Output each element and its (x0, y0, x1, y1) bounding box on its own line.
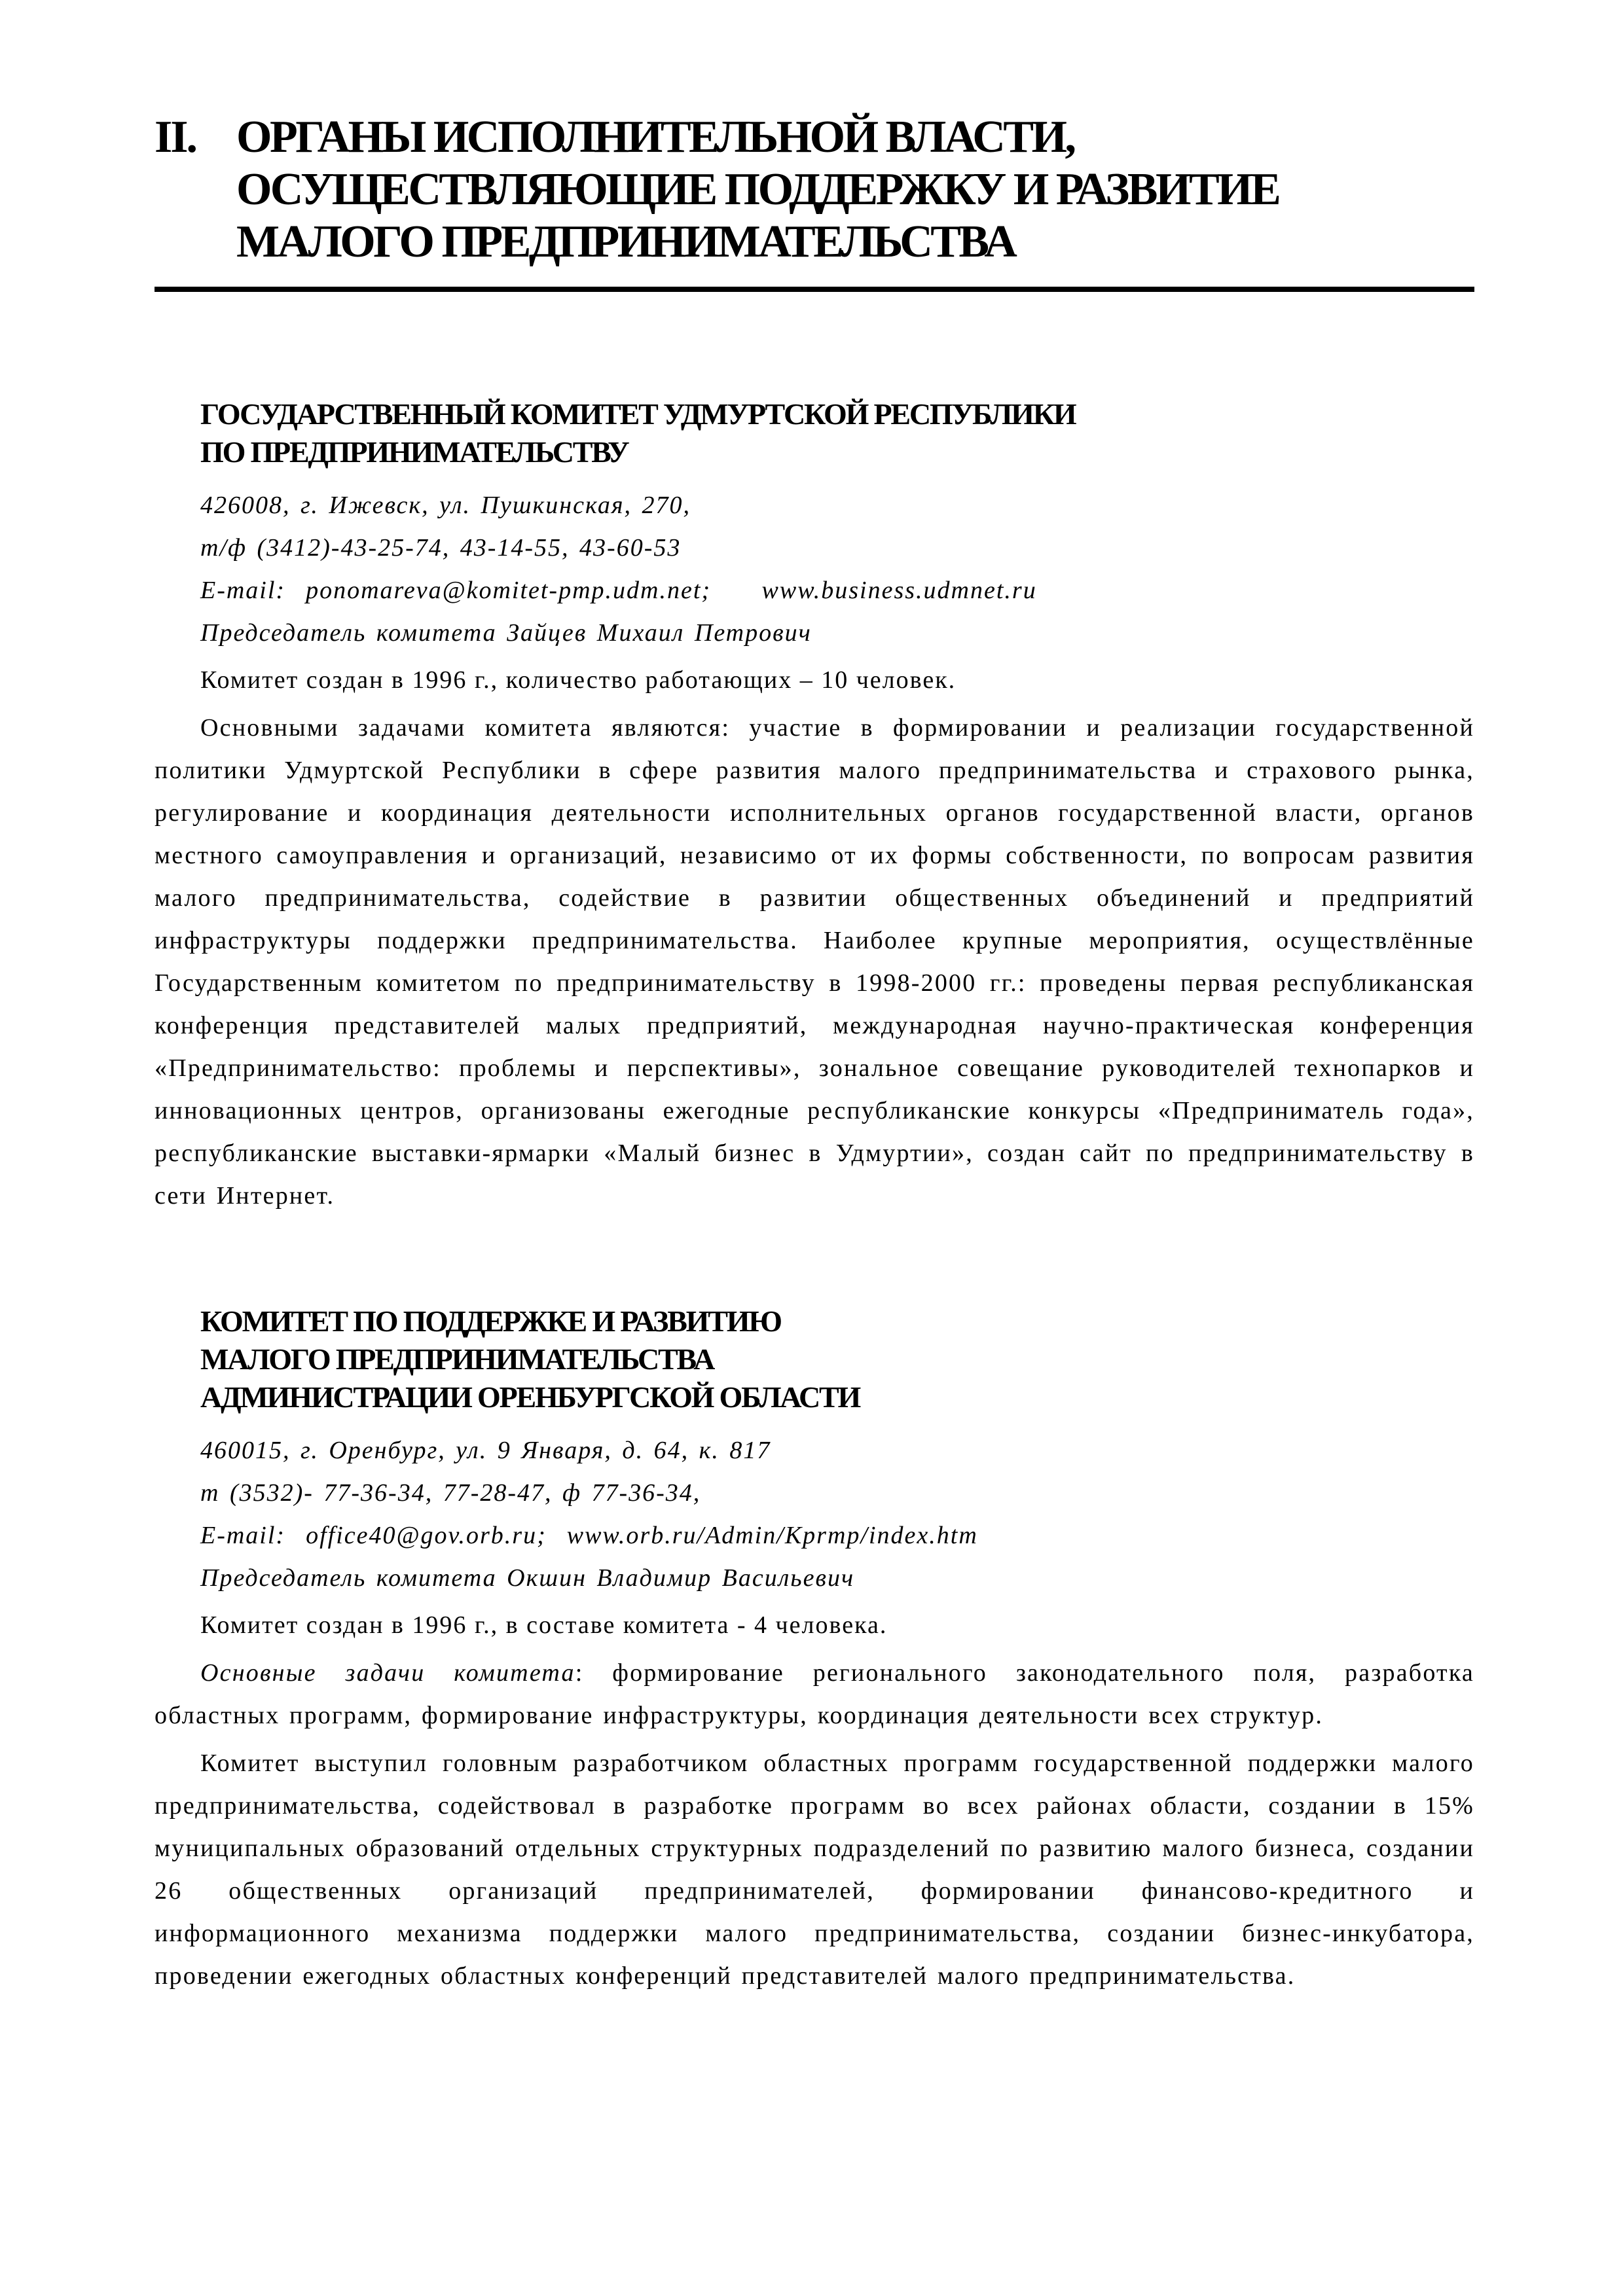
chapter-title-line: ОРГАНЫ ИСПОЛНИТЕЛЬНОЙ ВЛАСТИ, (236, 112, 1074, 162)
chapter-title-line: МАЛОГО ПРЕДПРИНИМАТЕЛЬСТВА (236, 217, 1015, 267)
chairman: Председатель комитета Зайцев Михаил Петрович (200, 619, 812, 647)
chapter-header (155, 111, 1474, 268)
tasks-text: : формирование регионального законодательного поля, разработка областных программ, формирование инфраструктуры, координация деятельности всех структур. (155, 1659, 1474, 1729)
section-orenburg-committee (155, 1302, 1474, 1998)
section-heading (200, 1302, 1474, 1416)
email-web: E-mail: office40@gov.orb.ru; www.orb.ru/Admin/Kprmp/index.htm (200, 1522, 978, 1549)
section-udmurt-committee (155, 395, 1474, 1217)
paragraph: Комитет выступил головным разработчиком областных программ государственной поддержки малого предпринимательства, содействовал в разработке программ во всех районах области, создании в 15% муниципальных образований отдельных структурных подразделений по развитию малого бизнеса, создании 26 общественных организаций предпринимателей, формировании финансово-кредитного и информационного механизма поддержки малого предпринимательства, создании бизнес-инкубатора, проведении ежегодных областных конференций представителей малого предпринимательства. (155, 1749, 1474, 1990)
email-web: E-mail: ponomareva@komitet-pmp.udm.net; www.business.udmnet.ru (200, 577, 1037, 604)
contact-block (200, 484, 1474, 655)
founded-info: Комитет создан в 1996 г., количество работающих – 10 человек. (200, 666, 957, 694)
address: 426008, г. Ижевск, ул. Пушкинская, 270, (200, 492, 691, 519)
chairman: Председатель комитета Окшин Владимир Васильевич (200, 1564, 855, 1592)
section-heading-line: ПО ПРЕДПРИНИМАТЕЛЬСТВУ (200, 435, 629, 469)
section-heading-line: МАЛОГО ПРЕДПРИНИМАТЕЛЬСТВА (200, 1342, 714, 1376)
chapter-title (236, 111, 1279, 268)
founded-info: Комитет создан в 1996 г., в составе комитета - 4 человека. (200, 1611, 888, 1639)
document-page (155, 111, 1474, 1998)
section-heading-line: КОМИТЕТ ПО ПОДДЕРЖКЕ И РАЗВИТИЮ (200, 1304, 781, 1338)
tasks-paragraph (155, 1652, 1474, 1737)
chapter-rule (155, 287, 1474, 292)
phone: т (3532)- 77-36-34, 77-28-47, ф 77-36-34, (200, 1479, 701, 1507)
paragraph: Основными задачами комитета являются: участие в формировании и реализации государственной политики Удмуртской Республики в сфере развития малого предпринимательства и страхового рынка, регулирование и координация деятельности исполнительных органов государственной власти, органов местного самоуправления и организаций, независимо от их формы собственности, по вопросам развития малого предпринимательства, содействие в развитии общественных объединений и предприятий инфраструктуры поддержки предпринимательства. Наиболее крупные мероприятия, осуществлённые Государственным комитетом по предпринимательству в 1998-2000 гг.: проведены первая республиканская конференция представителей малых предприятий, международная научно-практическая конференция «Предпринимательство: проблемы и перспективы», зональное совещание руководителей технопарков и инновационных центров, организованы ежегодные республиканские конкурсы «Предприниматель года», республиканские выставки-ярмарки «Малый бизнес в Удмуртии», создан сайт по предпринимательству в сети Интернет. (155, 714, 1474, 1210)
phone: т/ф (3412)-43-25-74, 43-14-55, 43-60-53 (200, 534, 682, 562)
contact-block (200, 1429, 1474, 1600)
section-heading-line: АДМИНИСТРАЦИИ ОРЕНБУРГСКОЙ ОБЛАСТИ (200, 1380, 860, 1414)
chapter-number: II. (155, 112, 196, 162)
chapter-title-line: ОСУЩЕСТВЛЯЮЩИЕ ПОДДЕРЖКУ И РАЗВИТИЕ (236, 164, 1279, 215)
section-heading (200, 395, 1474, 471)
tasks-label: Основные задачи комитета (200, 1659, 575, 1687)
address: 460015, г. Оренбург, ул. 9 Января, д. 64, к. 817 (200, 1437, 771, 1464)
section-heading-line: ГОСУДАРСТВЕННЫЙ КОМИТЕТ УДМУРТСКОЙ РЕСПУБЛИКИ (200, 397, 1076, 431)
